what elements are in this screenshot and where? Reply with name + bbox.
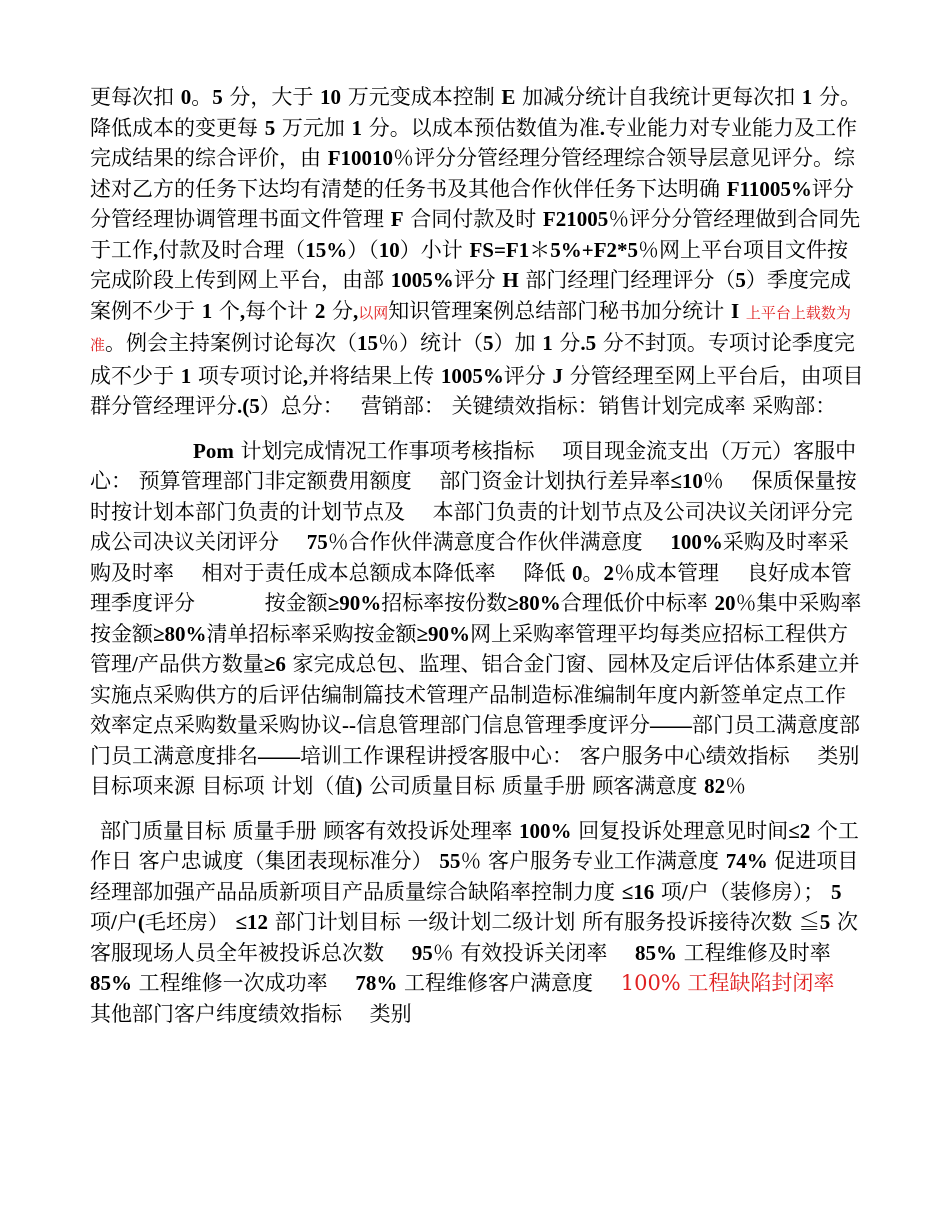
text-segment: 5 bbox=[819, 910, 831, 934]
text-segment: / bbox=[681, 879, 688, 904]
text-segment: 分 bbox=[325, 298, 353, 323]
text-segment: 20 bbox=[714, 591, 736, 615]
text-segment: 次 客服现场人员全年被投诉总次数 bbox=[90, 910, 858, 965]
text-segment: ）（ bbox=[347, 237, 379, 262]
text-segment: 2 bbox=[603, 560, 615, 585]
text-segment: 。例会主持案例讨论每次（ bbox=[105, 331, 358, 355]
text-segment: , bbox=[153, 237, 159, 262]
text-segment: 75 bbox=[306, 530, 328, 554]
text-segment: 上平台上载数为准 bbox=[90, 303, 851, 354]
text-segment: .(5 bbox=[237, 394, 260, 418]
text-segment: 82 bbox=[704, 774, 726, 798]
text-segment: 85% bbox=[635, 940, 678, 965]
text-segment: 100% bbox=[670, 530, 723, 554]
text-segment: 专业能力对专业能力及工作完成结果的综合评价，由 bbox=[90, 115, 857, 170]
text-segment: / bbox=[132, 652, 138, 676]
text-segment: 5 bbox=[264, 115, 276, 140]
text-segment: 项专项讨论 bbox=[191, 363, 303, 388]
text-segment: E bbox=[501, 85, 516, 109]
text-segment: 10 bbox=[320, 85, 342, 109]
text-segment: , bbox=[239, 298, 246, 323]
text-segment: 分管经理至网上平台后，由项目群分管经理评分 bbox=[90, 363, 864, 418]
text-segment: 85% bbox=[90, 971, 132, 995]
text-segment: 0 bbox=[180, 85, 192, 109]
text-segment: 55 bbox=[439, 849, 461, 873]
text-segment: ≥6 bbox=[263, 652, 286, 676]
text-segment: 促进项目经理部加强产品品质新项目产品质量综合缺陷率控制力度 bbox=[90, 849, 859, 904]
text-segment: 合同付款及时 bbox=[403, 207, 543, 231]
text-segment: 合理低价中标率 bbox=[560, 591, 715, 615]
text-segment: Pom bbox=[193, 438, 234, 463]
text-segment: 每个计 bbox=[245, 298, 315, 323]
text-segment: 家完成总包、监理、铝合金门窗、园林及定后评估体系建立并实施点采购供方的后评估编制篇技术管理产品制造标准编制年度内新签单定点工作效率定点采购数量采购协议 bbox=[90, 652, 860, 737]
text-segment: 培训工作课程讲授客服中心： 客户服务中心绩效指标 类别 目标项来源 目标项 计划（值 bbox=[90, 743, 860, 798]
text-segment: ％成本管理 良好成本管理季度评分 按金额 bbox=[90, 560, 852, 615]
text-segment: 毛坯房） bbox=[144, 910, 236, 934]
text-segment: ）小计 bbox=[399, 237, 470, 262]
text-segment: 其他部门客户纬度绩效指标 类别 bbox=[90, 971, 863, 1026]
text-segment: 5 bbox=[735, 268, 746, 292]
text-segment: 100% bbox=[519, 818, 572, 843]
text-segment: .5 bbox=[580, 331, 597, 355]
text-segment: 2 bbox=[314, 298, 326, 323]
text-segment: ）总分： 营销部： 关键绩效指标：销售计划完成率 采购部： bbox=[259, 394, 837, 418]
text-segment: ≤10 bbox=[670, 469, 703, 493]
text-segment: 工程维修客户满意度 bbox=[397, 971, 621, 995]
text-segment: 部门经理门经理评分（ bbox=[518, 268, 736, 292]
text-segment: 网上采购率管理平均每类应招标工程供方管理 bbox=[90, 621, 849, 676]
text-segment: 采购及时率采购及时率 相对于责任成本总额成本降低率 降低 bbox=[90, 530, 849, 585]
text-segment: 计划完成情况工作事项考核指标 项目现金流支出（万元）客服中心： 预算管理部门非定额费用额度 部门资金计划执行差异率 bbox=[90, 438, 857, 493]
text-segment: ％网上平台项目文件按完成阶段上传到网上平台，由部 bbox=[90, 237, 849, 292]
text-segment: 分。以成本预估数值为准 bbox=[362, 115, 600, 140]
text-segment: ≥80% bbox=[507, 591, 561, 615]
text-segment: ％集中采购率按金额 bbox=[90, 591, 862, 646]
text-segment: . bbox=[599, 115, 605, 140]
text-segment: 分 bbox=[552, 331, 581, 355]
text-segment: 100% 工程缺陷封闭率 bbox=[620, 971, 835, 995]
text-segment: 分不封顶。专项讨论季度完成不少于 bbox=[90, 331, 855, 388]
text-segment: ％ 有效投诉关闭率 bbox=[432, 940, 636, 965]
text-segment: 部门质量目标 质量手册 顾客有效投诉处理率 bbox=[100, 818, 520, 843]
text-segment: 更每次扣 bbox=[90, 85, 181, 109]
text-segment: F10010 bbox=[327, 146, 394, 170]
text-segment: ( bbox=[137, 910, 145, 934]
text-segment: , bbox=[302, 363, 309, 388]
text-segment: 回复投诉处理意见时间 bbox=[571, 818, 789, 843]
text-segment: 分。降低成本的变更每 bbox=[90, 85, 861, 140]
text-segment: -- bbox=[342, 713, 356, 737]
text-segment: 个 bbox=[212, 298, 240, 323]
paragraph-1 bbox=[90, 82, 865, 422]
text-segment: ％ 客户服务专业工作满意度 bbox=[460, 849, 726, 873]
text-segment: 15 bbox=[357, 331, 379, 355]
text-segment: ％评分分管经理分管经理综合领导层意见评分。综述对乙方的任务下达均有清楚的任务书及其他合作伙伴任务下达明确 bbox=[90, 146, 856, 201]
text-segment: ％合作伙伴满意度合作伙伴满意度 bbox=[327, 530, 671, 554]
text-segment: 95 bbox=[411, 940, 433, 965]
text-segment: , bbox=[353, 298, 359, 323]
text-segment: 万元加 bbox=[275, 115, 352, 140]
text-segment: 信息管理部门信息管理季度评分 bbox=[356, 713, 650, 737]
text-segment: 并将结果上传 bbox=[308, 363, 441, 388]
text-segment: ＊ bbox=[529, 237, 551, 262]
text-segment: 招标率按份数 bbox=[381, 591, 508, 615]
text-segment: 74% bbox=[725, 849, 768, 873]
text-segment: 部门计划目标 一级计划二级计划 所有服务投诉接待次数 ≦ bbox=[268, 910, 820, 934]
text-segment: 加减分统计自我统计更每次扣 bbox=[515, 85, 802, 109]
text-segment: 。 bbox=[582, 560, 604, 585]
text-segment: / bbox=[111, 910, 117, 934]
text-segment: ≥80% bbox=[153, 621, 207, 646]
text-segment: F21005 bbox=[542, 207, 609, 231]
text-segment: —— bbox=[258, 743, 300, 768]
text-segment: 1 bbox=[801, 85, 813, 109]
text-segment: ％评分分管经理做到合同先于工作 bbox=[90, 207, 861, 262]
text-segment: ％ 保质保量按时按计划本部门负责的计划节点及 本部门负责的计划节点及公司决议关闭评分完成公司决议关闭评分 bbox=[90, 469, 857, 554]
text-segment: 部门员工满意度部门员工满意度排名 bbox=[90, 713, 860, 768]
text-segment: 1 bbox=[201, 298, 213, 323]
text-segment: 知识管理案例总结部门秘书加分统计 bbox=[388, 298, 731, 323]
text-segment: ≤16 bbox=[621, 879, 655, 904]
text-segment: 。 bbox=[191, 85, 213, 109]
text-segment: 户 bbox=[116, 910, 138, 934]
text-segment: 0 bbox=[572, 560, 583, 585]
text-segment: 1 bbox=[542, 331, 553, 355]
text-segment: J bbox=[552, 363, 563, 388]
text-segment: ≤12 bbox=[235, 910, 269, 934]
text-segment: H bbox=[502, 268, 519, 292]
text-segment: 1005% bbox=[390, 268, 454, 292]
text-segment: F bbox=[390, 207, 404, 231]
text-segment: 5%+F2*5 bbox=[550, 237, 639, 262]
text-segment: —— bbox=[650, 713, 692, 737]
text-segment: 5 bbox=[830, 879, 842, 904]
text-segment: ≥90% bbox=[327, 591, 382, 615]
paragraph-2 bbox=[90, 436, 865, 802]
text-segment: 以网 bbox=[358, 303, 389, 322]
text-segment: FS=F1 bbox=[469, 237, 530, 262]
text-segment: ）加 bbox=[493, 331, 543, 355]
text-segment: 5 bbox=[483, 331, 494, 355]
text-segment: ）季度完成案例不少于 bbox=[90, 268, 851, 323]
paragraph-3 bbox=[90, 816, 865, 1030]
text-segment: 评分分管经理协调管理书面文件管理 bbox=[90, 176, 854, 231]
text-segment: 项 bbox=[654, 879, 682, 904]
text-segment: 分，大于 bbox=[222, 85, 321, 109]
text-segment: 工程维修及时率 bbox=[677, 940, 859, 965]
text-segment: I bbox=[730, 298, 740, 323]
text-segment: ≥90% bbox=[416, 621, 471, 646]
text-segment: 项 bbox=[90, 910, 111, 934]
document-page bbox=[90, 82, 865, 1029]
text-segment: 10 bbox=[378, 237, 400, 262]
text-segment: 产品供方数量 bbox=[137, 652, 264, 676]
text-segment: ) bbox=[355, 774, 363, 798]
text-segment: 万元变成本控制 bbox=[341, 85, 502, 109]
text-segment: 评分 bbox=[503, 363, 553, 388]
text-segment: 户（装修房）； bbox=[687, 879, 831, 904]
text-segment: 工程维修一次成功率 bbox=[132, 971, 356, 995]
text-segment: 评分 bbox=[453, 268, 503, 292]
text-segment: 15% bbox=[305, 237, 348, 262]
text-segment: ≤2 bbox=[788, 818, 811, 843]
text-segment: ％）统计（ bbox=[378, 331, 484, 355]
text-segment: 付款及时合理（ bbox=[158, 237, 306, 262]
text-segment: 公司质量目标 质量手册 顾客满意度 bbox=[362, 774, 705, 798]
text-segment bbox=[739, 299, 746, 323]
text-segment: 5 bbox=[212, 85, 223, 109]
text-segment: 78% bbox=[355, 971, 398, 995]
text-segment: 1005% bbox=[440, 363, 504, 388]
text-segment: 1 bbox=[180, 363, 192, 388]
text-segment: F11005% bbox=[726, 176, 812, 201]
text-segment: 清单招标率采购按金额 bbox=[206, 621, 417, 646]
text-segment: 个工作日 客户忠诚度（集团表现标准分） bbox=[90, 818, 859, 873]
text-segment: ％ bbox=[725, 774, 747, 798]
text-segment: 1 bbox=[351, 115, 363, 140]
